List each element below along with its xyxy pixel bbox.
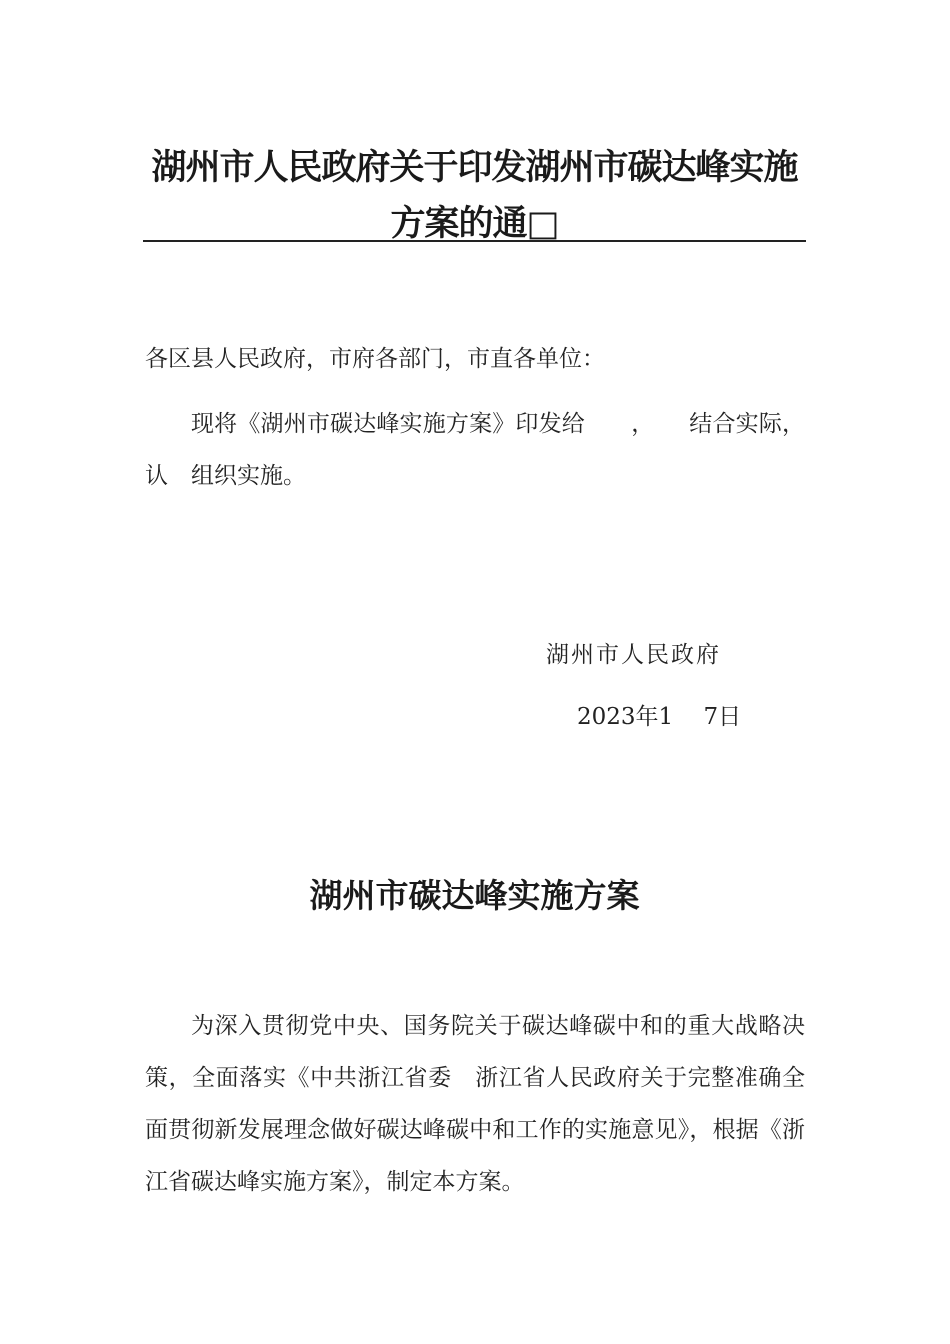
- plan-intro-paragraph: 为深入贯彻党中央、国务院关于碳达峰碳中和的重大战略决策，全面落实《中共浙江省委 浙江省人民政府关于完整准确全面贯彻新发展理念做好碳达峰碳中和工作的实施意见》，根据《浙江省碳达峰实施方案》，制定本方案。: [145, 1013, 805, 1195]
- plan-title: 湖州市碳达峰实施方案: [309, 876, 640, 915]
- salutation: 各区县人民政府，市府各部门，市直各单位：: [145, 346, 605, 372]
- issue-date: 2023年1 7日: [577, 704, 742, 730]
- signer: 湖州市人民政府: [546, 642, 721, 668]
- notice-title: 湖州市人民政府关于印发湖州市碳达峰实施方案的通□: [151, 148, 798, 244]
- title-divider: [143, 240, 806, 242]
- notice-body-paragraph: 现将《湖州市碳达峰实施方案》印发给 ， 结合实际，认 组织实施。: [145, 411, 805, 489]
